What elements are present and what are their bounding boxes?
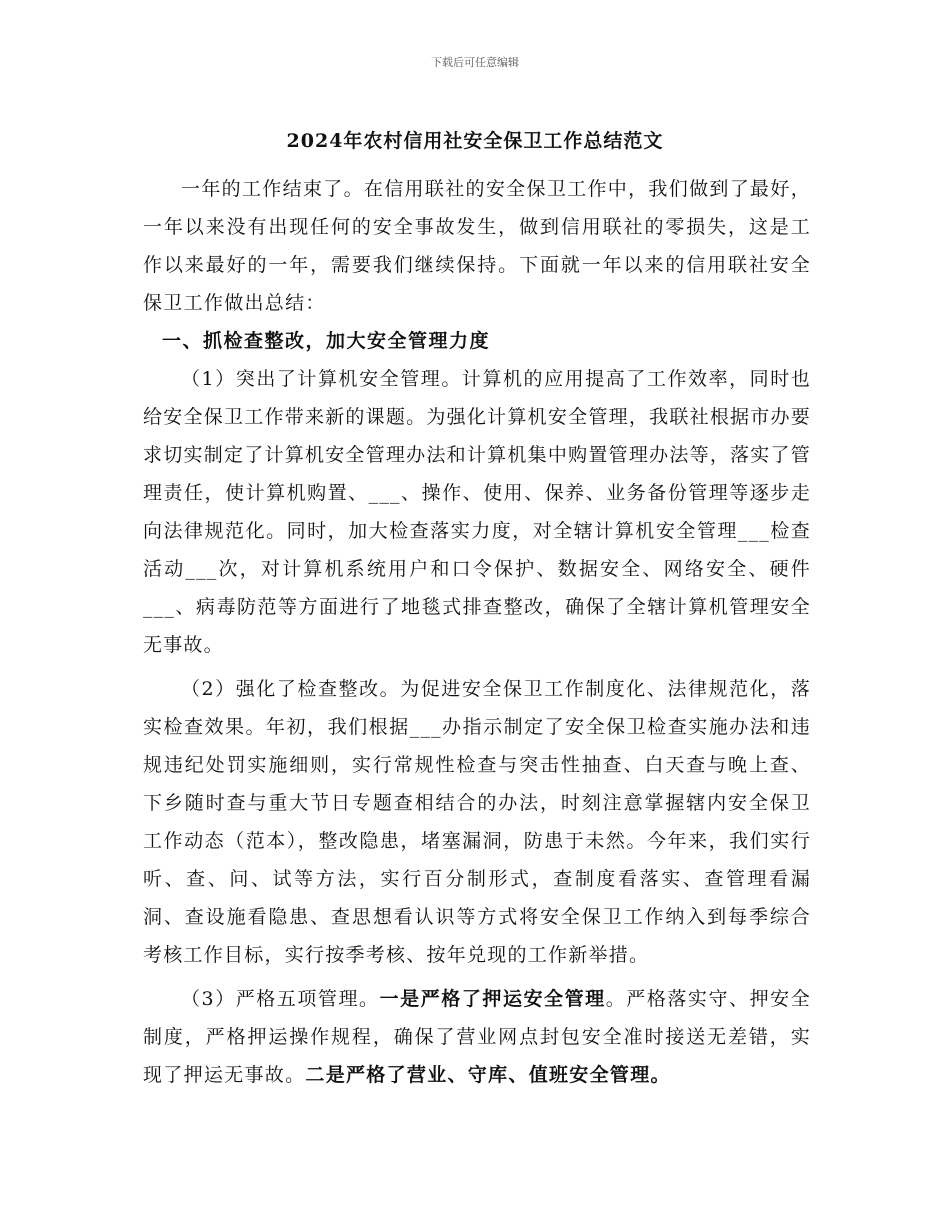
intro-paragraph: 一年的工作结束了。在信用联社的安全保卫工作中，我们做到了最好，一年以来没有出现任何的安全事故发生，做到信用联社的零损失，这是工作以来最好的一年，需要我们继续保持。下面就一年以来的信用联社安全保卫工作做出总结： (143, 178, 811, 314)
document-body (143, 170, 811, 1094)
paragraph-3-lead: （3）严格五项管理。 (181, 988, 380, 1010)
section-heading-1: 一、抓检查整改，加大安全管理力度 (162, 330, 491, 352)
document-title: 2024年农村信用社安全保卫工作总结范文 (286, 130, 664, 152)
paragraph-3 (143, 980, 811, 1094)
header-note: 下载后可任意编辑 (431, 56, 519, 69)
paragraph-3-bold-2: 二是严格了营业、守库、值班安全管理。 (305, 1064, 671, 1086)
paragraph-3-text-1: 。严格落实守、押安全制度，严格押运操作规程，确保了营业网点封包安全准时接送无差错，实现了押运无事故。 (143, 988, 811, 1086)
paragraph-2: （2）强化了检查整改。为促进安全保卫工作制度化、法律规范化，落实检查效果。年初，我们根据___办指示制定了安全保卫检查实施办法和违规违纪处罚实施细则，实行常规性检查与突击性抽查、白天查与晚上查、下乡随时查与重大节日专题查相结合的办法，时刻注意掌握辖内安全保卫工作动态（范本），整改隐患，堵塞漏洞，防患于未然。今年来，我们实行听、查、问、试等方法，实行百分制形式，查制度看落实、查管理看漏洞、查设施看隐患、查思想看认识等方式将安全保卫工作纳入到每季综合考核工作目标，实行按季考核、按年兑现的工作新举措。 (143, 678, 811, 966)
paragraph-1: （1）突出了计算机安全管理。计算机的应用提高了工作效率，同时也给安全保卫工作带来新的课题。为强化计算机安全管理，我联社根据市办要求切实制定了计算机安全管理办法和计算机集中购置管理办法等，落实了管理责任，使计算机购置、___、操作、使用、保养、业务备份管理等逐步走向法律规范化。同时，加大检查落实力度，对全辖计算机安全管理___检查活动___次，对计算机系统用户和口令保护、数据安全、网络安全、硬件___、病毒防范等方面进行了地毯式排查整改，确保了全辖计算机管理安全无事故。 (143, 368, 811, 656)
paragraph-3-bold-1: 一是严格了押运安全管理 (379, 988, 606, 1010)
